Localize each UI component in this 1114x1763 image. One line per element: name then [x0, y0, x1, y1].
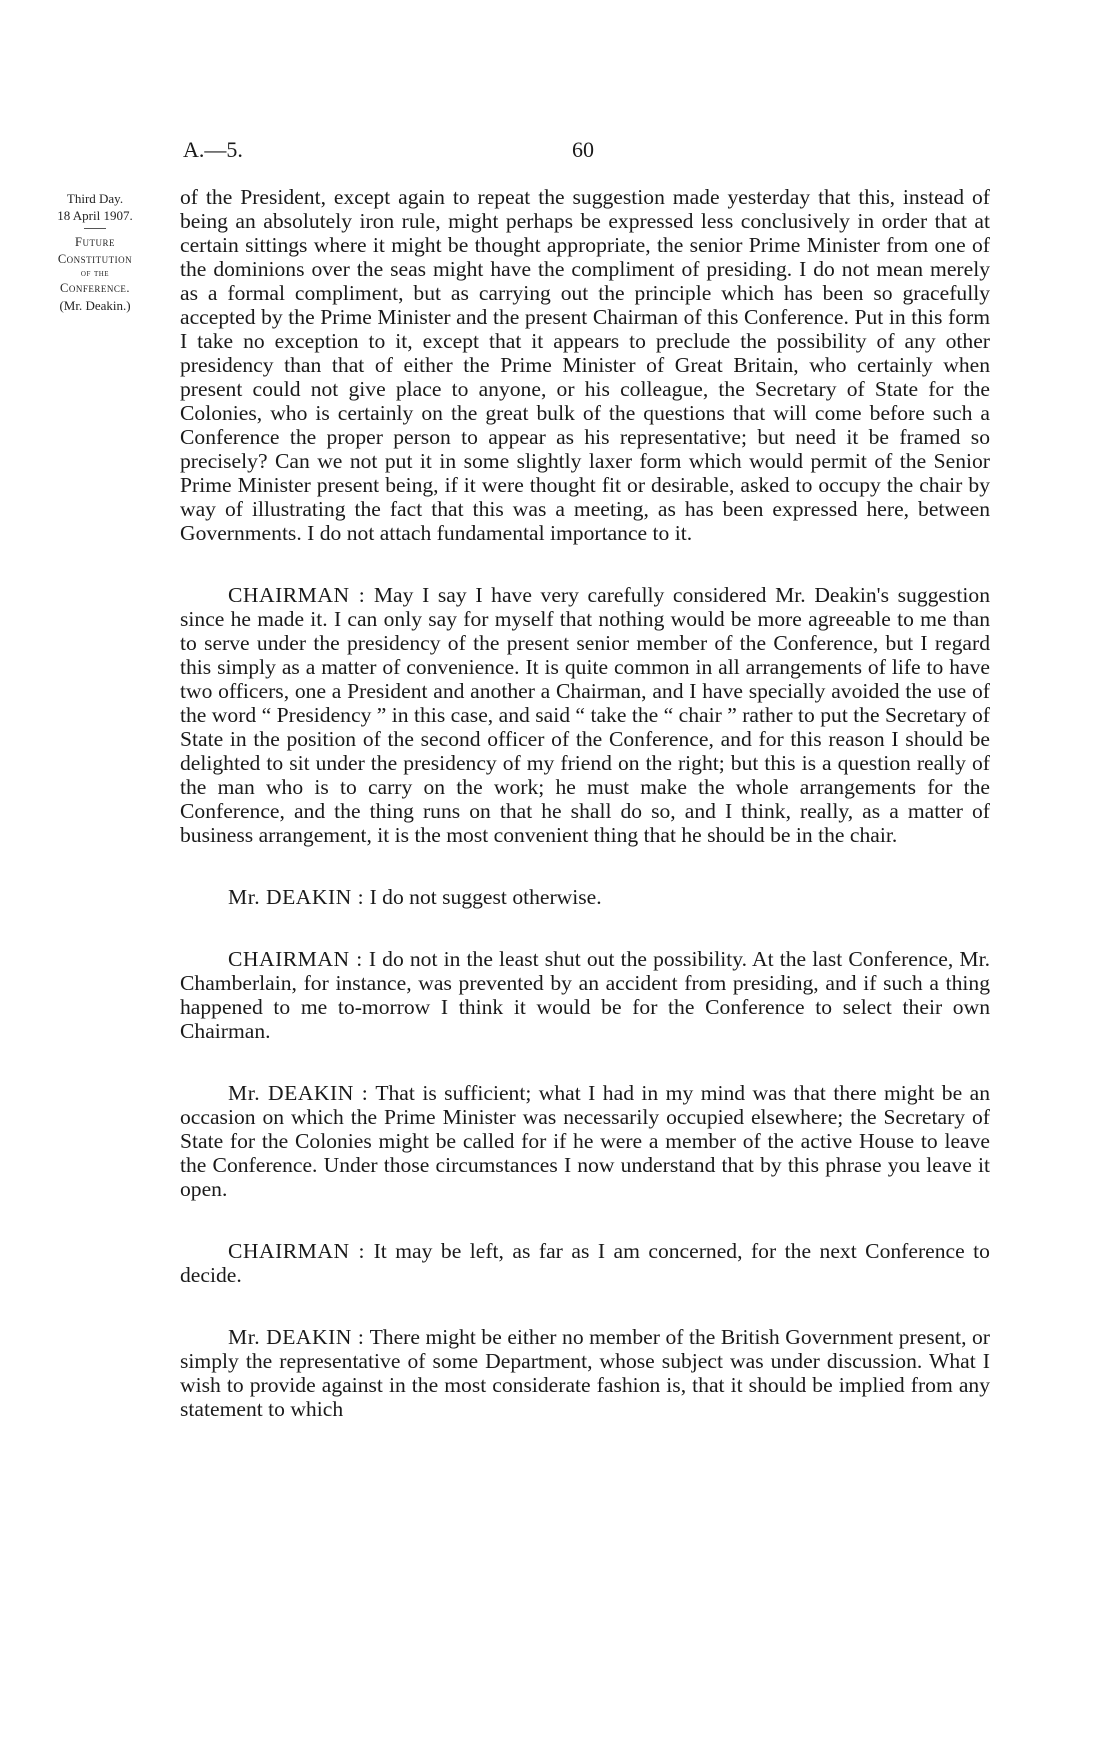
speaker-label: CHAIRMAN : [228, 947, 363, 971]
page-header [183, 137, 983, 167]
paragraph-deakin-2 [180, 1081, 990, 1201]
paragraph-chairman-1 [180, 583, 990, 847]
paragraph-text: That is sufficient; what I had in my mind was that there might be an occasion on which the Prime Minister was necessarily occupied elsewhere; the Secretary of State for the Colonies might be called for if he were a member of the active House to leave the Conference. Under those circumstances I now understand that by this phrase you leave it open. [180, 1081, 991, 1201]
margin-notes [20, 190, 170, 314]
speaker-label: CHAIRMAN : [228, 1239, 366, 1263]
margin-topic-line-4: Conference. [60, 281, 130, 295]
paragraph-chairman-3 [180, 1239, 990, 1287]
paragraph-text: There might be either no member of the British Government present, or simply the representative of some Department, whose subject was under discussion. What I wish to provide against in the most considerate fashion is, that it should be implied from any statement to which [180, 1325, 990, 1421]
margin-divider [84, 228, 106, 229]
margin-topic-line-2: Constitution [57, 252, 133, 266]
margin-topic-line-3: of the [80, 268, 110, 279]
document-body [180, 185, 990, 1421]
paragraph-text: I do not suggest otherwise. [369, 885, 602, 909]
margin-date: 18 April 1907. [57, 208, 133, 223]
paragraph-chairman-2 [180, 947, 990, 1043]
document-reference: A.—5. [183, 137, 243, 162]
speaker-label: Mr. DEAKIN : [228, 1325, 365, 1349]
paragraph-continuation [180, 185, 990, 545]
paragraph-text: I do not in the least shut out the possibility. At the last Conference, Mr. Chamberlain, for instance, was prevented by an accident from presiding, and if such a thing happened to me to-morrow I think it would be for the Conference to select their own Chairman. [180, 947, 990, 1043]
paragraph-deakin-1 [180, 885, 990, 909]
paragraph-text: of the President, except again to repeat the suggestion made yesterday that this, instead of being an absolutely iron rule, might perhaps be expressed less conclusively in order that at certain sittings where it might be thought appropriate, the senior Prime Minister from one of the dominions over the seas might have the compliment of presiding. I do not mean merely as a formal compliment, but as carrying out the principle which has been so gracefully accepted by the Prime Minister and the present Chairman of this Conference. Put in this form I take no exception to it, except that it appears to preclude the possibility of any other presidency than that of either the Prime Minister of Great Britain, who certainly when present could not give place to anyone, or his colleague, the Secretary of State for the Colonies, who is certainly on the great bulk of the questions that will come before such a Conference the proper person to appear as his representative; but need it be framed so precisely? Can we not put it in some slightly laxer form which would permit of the Senior Prime Minister present being, if it were thought fit or desirable, asked to occupy the chair by way of illustrating the fact that this was a meeting, as has been expressed here, between Governments. I do not attach fundamental importance to it. [180, 185, 990, 545]
paragraph-text: It may be left, as far as I am concerned, for the next Conference to decide. [180, 1239, 990, 1287]
margin-speaker: (Mr. Deakin.) [59, 298, 131, 313]
margin-topic-line-1: Future [75, 235, 115, 249]
margin-day: Third Day. [66, 191, 124, 206]
speaker-label: CHAIRMAN : [228, 583, 366, 607]
paragraph-deakin-3 [180, 1325, 990, 1421]
page-number: 60 [572, 137, 594, 162]
paragraph-text: May I say I have very carefully considered Mr. Deakin's suggestion since he made it. I can only say for myself that nothing would be more agreeable to me than to serve under the presidency of the present senior member of the Conference, but I regard this simply as a matter of convenience. It is quite common in all arrangements of life to have two officers, one a President and another a Chairman, and I have specially avoided the use of the word “ Presidency ” in this case, and said “ take the “ chair ” rather to put the Secretary of State in the position of the second officer of the Conference, and for this reason I should be delighted to sit under the presidency of my friend on the right; but this is a question really of the man who is to carry on the work; he must make the whole arrangements for the Conference, and the thing runs on that he shall do so, and I think, really, as a matter of business arrangement, it is the most convenient thing that he should be in the chair. [180, 583, 990, 847]
speaker-label: Mr. DEAKIN : [228, 885, 365, 909]
speaker-label: Mr. DEAKIN : [228, 1081, 369, 1105]
